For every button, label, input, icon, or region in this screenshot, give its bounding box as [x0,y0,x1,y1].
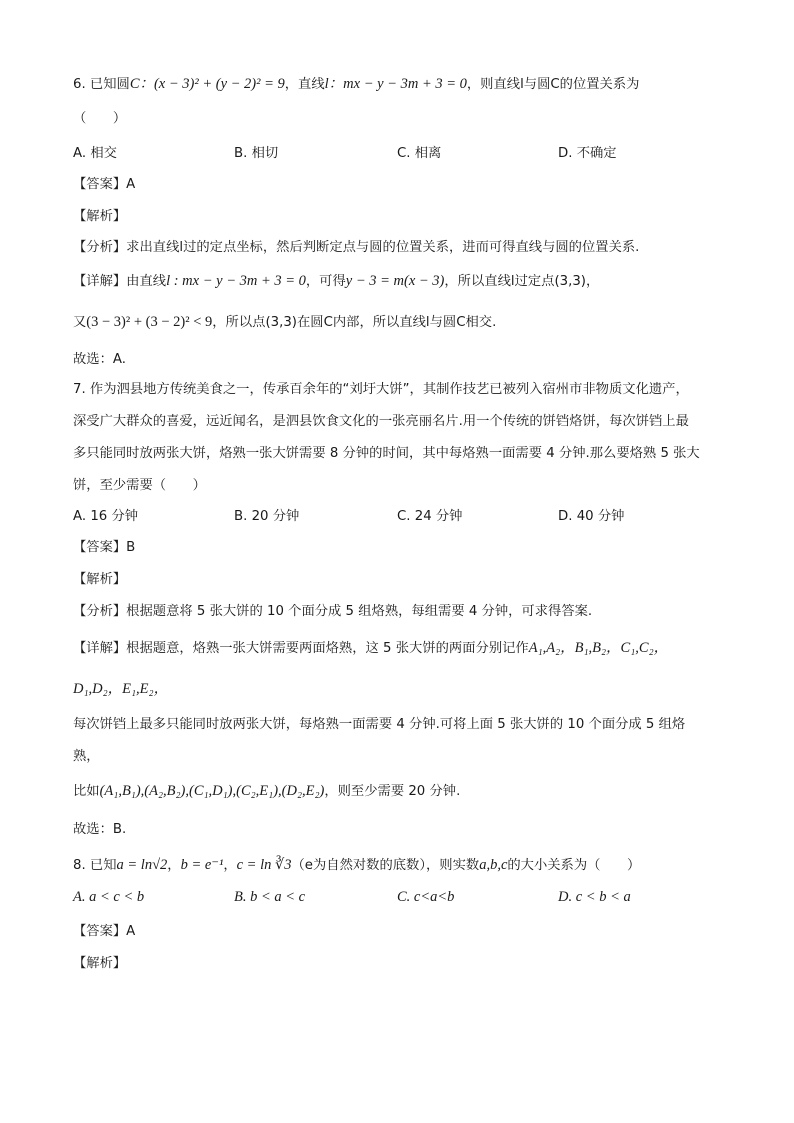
q6-stem-text-3: ，则直线l与圆C的位置关系为 [466,77,640,92]
q7-detail4-text: 比如 [73,784,100,799]
q6-detail-equation: l : mx − y − 3m + 3 = 0 [166,273,306,289]
q8-c-equation: c = ln ∛3 [236,857,292,873]
q6-option-a: A. 相交 [73,146,117,161]
q6-stem-text-2: ，直线 [284,77,325,92]
q6-option-d: D. 不确定 [558,146,617,161]
q7-option-b: B. 20 分钟 [234,509,300,524]
q8-variables: a,b,c [479,857,508,873]
q7-faces-1: A₁,A₂，B₁,B₂，C₁,C₂， [528,640,669,656]
q7-analysis-label: 【解析】 [73,572,127,587]
q6-fenxi: 【分析】求出直线l过的定点坐标，然后判断定点与圆的位置关系，进而可得直线与圆的位置关系. [73,240,640,255]
q6-conclusion: 故选：A. [73,352,126,367]
q8-answer: 【答案】A [73,924,136,939]
q6-detail-1 [73,270,599,290]
q7-detail-3: 每次饼铛上最多只能同时放两张大饼，每烙熟一面需要 4 分钟.可将上面 5 张大饼的 10 个面分成 5 组烙 [73,717,686,732]
q6-option-b: B. 相切 [234,146,279,161]
q7-answer: 【答案】B [73,540,136,555]
q7-option-d: D. 40 分钟 [558,509,625,524]
q7-detail-4 [73,780,460,800]
q8-b-equation: b = e⁻¹ [180,857,224,873]
q8-option-c: C. c<a<b [397,889,455,905]
q6-line-equation: l：mx − y − 3m + 3 = 0 [324,76,467,92]
q6-stem-text: 6. 已知圆 [73,77,130,92]
q6-stem [73,72,639,93]
q7-stem-line-3: 多只能同时放两张大饼，烙熟一张大饼需要 8 分钟的时间，其中每烙熟一面需要 4 分钟.那么要烙熟 5 张大 [73,446,700,461]
q6-detail-2 [73,311,496,331]
q6-detail-equation-2: y − 3 = m(x − 3) [345,273,445,289]
q6-detail2-text-2: ，所以点(3,3)在圆C内部，所以直线l与圆C相交. [212,315,497,330]
q7-detail4-equation: (A₁,B₁),(A₂,B₂),(C₁,D₁),(C₂,E₁),(D₂,E₂) [99,783,325,799]
q7-stem-line-1: 7. 作为泗县地方传统美食之一，传承百余年的“刘圩大饼”，其制作技艺已被列入宿州市非物质文化遗产， [73,382,689,397]
q8-option-b: B. b < a < c [234,889,306,905]
q6-option-c: C. 相离 [397,146,442,161]
q8-separator-1: ， [167,858,181,873]
q7-fenxi: 【分析】根据题意将 5 张大饼的 10 个面分成 5 组烙熟，每组需要 4 分钟，可求得答案. [73,604,593,619]
q8-analysis-label: 【解析】 [73,956,127,971]
q8-a-equation: a = ln√2 [116,857,168,873]
q8-stem-text-3: 的大小关系为（ ） [507,858,641,873]
q7-detail-text: 【详解】根据题意，烙熟一张大饼需要两面烙熟，这 5 张大饼的两面分别记作 [73,641,529,656]
q6-detail-text: 【详解】由直线 [73,274,167,289]
q6-answer: 【答案】A [73,177,136,192]
q7-detail-2 [73,677,168,698]
q6-circle-equation: C：(x − 3)² + (y − 2)² = 9 [129,76,285,92]
q7-detail-3b: 熟， [73,749,100,764]
q7-faces-2: D₁,D₂，E₁,E₂， [73,681,169,697]
q6-detail-text-2: ，可得 [305,274,346,289]
q7-stem-line-4: 饼，至少需要（ ） [73,478,206,493]
q8-option-a: A. a < c < b [73,889,145,905]
q7-option-c: C. 24 分钟 [397,509,463,524]
q8-separator-2: ， [223,858,237,873]
q8-stem [73,854,640,874]
q7-stem-line-2: 深受广大群众的喜爱，远近闻名，是泗县饮食文化的一张亮丽名片.用一个传统的饼铛烙饼，每次饼铛上最 [73,414,689,429]
q7-conclusion: 故选：B. [73,822,127,837]
q6-detail2-equation: (3 − 3)² + (3 − 2)² < 9 [86,314,213,330]
q6-paren: （ ） [73,111,127,126]
q7-option-a: A. 16 分钟 [73,509,139,524]
q6-analysis-label: 【解析】 [73,209,127,224]
q7-detail-1 [73,636,668,657]
q6-detail2-text: 又 [73,315,87,330]
q6-detail-text-3: ，所以直线l过定点(3,3)， [444,274,600,289]
q8-stem-text: 8. 已知 [73,858,117,873]
q8-stem-text-2: （e为自然对数的底数），则实数 [291,858,480,873]
q8-option-d: D. c < b < a [558,889,631,905]
q7-detail4-text-2: ，则至少需要 20 分钟. [324,784,461,799]
